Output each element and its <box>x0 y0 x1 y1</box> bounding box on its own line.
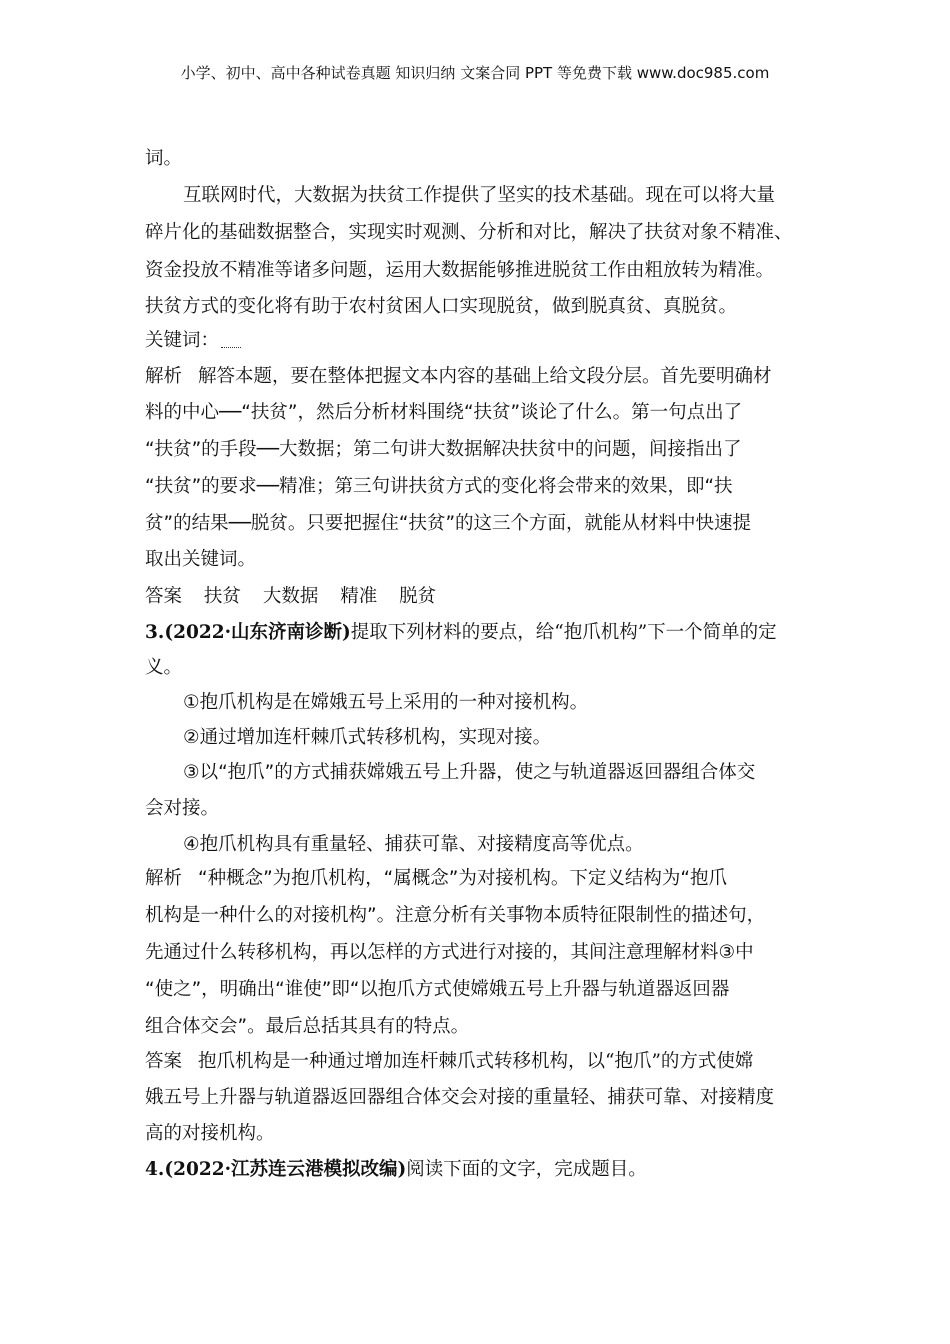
paragraph-line: 碎片化的基础数据整合，实现实时观测、分析和对比，解决了扶贫对象不精准、 <box>145 222 793 243</box>
paragraph-line: 互联网时代，大数据为扶贫工作提供了坚实的技术基础。现在可以将大量 <box>183 185 776 206</box>
material-item: ④抱爪机构具有重量轻、捕获可靠、对接精度高等优点。 <box>183 834 644 855</box>
question-source: (2022·山东济南诊断) <box>164 622 351 643</box>
analysis-label: 解析 <box>145 366 183 387</box>
question-number: 4 <box>145 1159 158 1180</box>
keywords-line <box>145 328 825 354</box>
analysis-line: 解析 解答本题，要在整体把握文本内容的基础上给文段分层。首先要明确材 <box>145 366 772 387</box>
analysis-line: “使之”，明确出“谁使”即“以抱爪方式使嫦娥五号上升器与轨道器返回器 <box>145 979 730 1000</box>
material-item: ①抱爪机构是在嫦娥五号上采用的一种对接机构。 <box>183 692 589 713</box>
page-header: 小学、初中、高中各种试卷真题 知识归纳 文案合同 PPT 等免费下载 www.doc985.com <box>180 64 770 82</box>
question-text: 提取下列材料的要点，给“抱爪机构”下一个简单的定 <box>350 622 777 643</box>
analysis-line: 取出关键词。 <box>145 549 257 570</box>
analysis-line: “扶贫”的手段──大数据；第二句讲大数据解决扶贫中的问题，间接指出了 <box>145 439 742 460</box>
question-text: 阅读下面的文字，完成题目。 <box>406 1159 647 1180</box>
paragraph-line: 词。 <box>145 148 183 169</box>
material-item: ②通过增加连杆棘爪式转移机构，实现对接。 <box>183 727 552 748</box>
answer-label: 答案 <box>145 586 183 607</box>
answer-label: 答案 <box>145 1051 183 1072</box>
answer-keyword: 扶贫 <box>203 586 241 607</box>
analysis-line: 先通过什么转移机构，再以怎样的方式进行对接的，其间注意理解材料③中 <box>145 942 754 963</box>
answer-line: 答案 抱爪机构是一种通过增加连杆棘爪式转移机构，以“抱爪”的方式使嫦 <box>145 1051 754 1072</box>
material-item: ③以“抱爪”的方式捕获嫦娥五号上升器，使之与轨道器返回器组合体交 <box>183 762 756 783</box>
answer-keyword: 精准 <box>340 586 378 607</box>
answer-line: 娥五号上升器与轨道器返回器组合体交会对接的重量轻、捕获可靠、对接精度 <box>145 1087 775 1108</box>
answer-line: 高的对接机构。 <box>145 1123 275 1144</box>
material-item: 会对接。 <box>145 798 220 819</box>
analysis-label: 解析 <box>145 868 183 889</box>
keywords-blank <box>221 347 241 348</box>
analysis-line: 解析 “种概念”为抱爪机构，“属概念”为对接机构。下定义结构为“抱爪 <box>145 868 727 889</box>
question-number: 3 <box>145 622 158 643</box>
analysis-line: 机构是一种什么的对接机构”。注意分析有关事物本质特征限制性的描述句， <box>145 905 766 926</box>
question-heading: 4.(2022·江苏连云港模拟改编)阅读下面的文字，完成题目。 <box>145 1159 647 1180</box>
keywords-label: 关键词： <box>145 330 220 351</box>
analysis-line: 组合体交会”。最后总括其具有的特点。 <box>145 1016 470 1037</box>
paragraph-line: 资金投放不精准等诸多问题，运用大数据能够推进脱贫工作由粗放转为精准。 <box>145 260 775 281</box>
analysis-line: 料的中心──“扶贫”，然后分析材料围绕“扶贫”谈论了什么。第一句点出了 <box>145 402 743 423</box>
question-text-line: 义。 <box>145 657 183 678</box>
question-heading: 3.(2022·山东济南诊断)提取下列材料的要点，给“抱爪机构”下一个简单的定 <box>145 622 777 643</box>
paragraph-line: 扶贫方式的变化将有助于农村贫困人口实现脱贫，做到脱真贫、真脱贫。 <box>145 296 738 317</box>
question-source: (2022·江苏连云港模拟改编) <box>164 1159 407 1180</box>
answer-keyword: 脱贫 <box>399 586 437 607</box>
analysis-line: “扶贫”的要求──精准；第三句讲扶贫方式的变化将会带来的效果，即“扶 <box>145 476 733 497</box>
analysis-line: 贫”的结果──脱贫。只要把握住“扶贫”的这三个方面，就能从材料中快速提 <box>145 513 752 534</box>
answer-line <box>145 584 825 610</box>
answer-keyword: 大数据 <box>262 586 319 607</box>
